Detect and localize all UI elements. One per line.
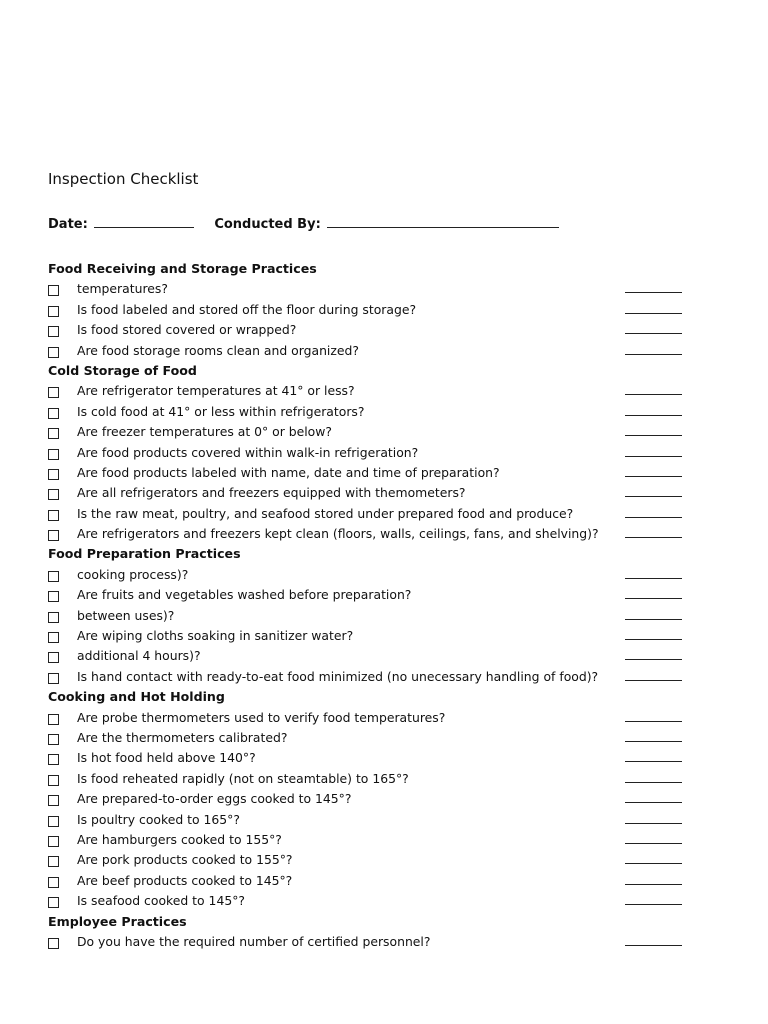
item-checkbox[interactable] (48, 714, 59, 725)
question-text: Is hand contact with ready-to-eat food minimized (no unecessary handling of food)? (77, 668, 599, 684)
question-text: Is food reheated rapidly (not on steamtable) to 165°? (77, 770, 409, 786)
checklist-item (48, 504, 688, 524)
question-text: Are all refrigerators and freezers equipped with themometers? (77, 485, 466, 501)
item-checkbox[interactable] (48, 836, 59, 847)
conducted-by-label: Conducted By: (214, 217, 321, 232)
checklist-item (48, 728, 688, 748)
date-label: Date: (48, 217, 88, 232)
answer-line[interactable] (625, 619, 682, 620)
item-checkbox[interactable] (48, 856, 59, 867)
item-checkbox[interactable] (48, 652, 59, 663)
question-text: Is poultry cooked to 165°? (77, 811, 240, 827)
answer-line[interactable] (625, 721, 682, 722)
question-text: temperatures? (77, 281, 168, 297)
item-checkbox[interactable] (48, 387, 59, 398)
checklist-item (48, 279, 688, 299)
answer-line[interactable] (625, 761, 682, 762)
question-text: Is seafood cooked to 145°? (77, 893, 245, 909)
checklist-item (48, 422, 688, 442)
item-checkbox[interactable] (48, 754, 59, 765)
answer-line[interactable] (625, 517, 682, 518)
question-text: between uses)? (77, 607, 175, 623)
question-text: Is cold food at 41° or less within refrigerators? (77, 403, 365, 419)
answer-line[interactable] (625, 680, 682, 681)
section-heading: Food Receiving and Storage Practices (48, 261, 317, 276)
question-text: Are food products covered within walk-in refrigeration? (77, 444, 419, 460)
checklist-item (48, 810, 688, 830)
question-text: Are beef products cooked to 145°? (77, 872, 293, 888)
answer-line[interactable] (625, 863, 682, 864)
answer-line[interactable] (625, 741, 682, 742)
checklist-item (48, 483, 688, 503)
item-checkbox[interactable] (48, 816, 59, 827)
question-text: Are food storage rooms clean and organized? (77, 342, 359, 358)
item-checkbox[interactable] (48, 489, 59, 500)
question-text: Are freezer temperatures at 0° or below? (77, 424, 332, 440)
item-checkbox[interactable] (48, 571, 59, 582)
question-text: Are wiping cloths soaking in sanitizer water? (77, 628, 354, 644)
answer-line[interactable] (625, 313, 682, 314)
checklist-item (48, 708, 688, 728)
question-text: Are fruits and vegetables washed before preparation? (77, 587, 412, 603)
checklist-item (48, 381, 688, 401)
item-checkbox[interactable] (48, 469, 59, 480)
checklist-item (48, 606, 688, 626)
answer-line[interactable] (625, 823, 682, 824)
checklist-item (48, 667, 688, 687)
clipped-text-fragment (77, 592, 637, 598)
checklist-item (48, 320, 688, 340)
clipped-text-fragment (77, 632, 637, 638)
answer-line[interactable] (625, 394, 682, 395)
item-checkbox[interactable] (48, 306, 59, 317)
item-checkbox[interactable] (48, 428, 59, 439)
answer-line[interactable] (625, 354, 682, 355)
section-heading: Cold Storage of Food (48, 362, 197, 378)
date-field[interactable] (94, 214, 194, 228)
answer-line[interactable] (625, 782, 682, 783)
answer-line[interactable] (625, 884, 682, 885)
item-checkbox[interactable] (48, 938, 59, 949)
checklist (48, 259, 688, 952)
clipped-text-fragment (77, 265, 637, 271)
checklist-item (48, 932, 688, 952)
question-text: Are pork products cooked to 155°? (77, 852, 293, 868)
answer-line[interactable] (625, 802, 682, 803)
checklist-item (48, 646, 688, 666)
header-fields (48, 214, 559, 232)
question-text: Is food labeled and stored off the floor during storage? (77, 301, 417, 317)
question-text: Is food stored covered or wrapped? (77, 322, 297, 338)
answer-line[interactable] (625, 292, 682, 293)
item-checkbox[interactable] (48, 347, 59, 358)
question-text: Are refrigerator temperatures at 41° or less? (77, 383, 355, 399)
checklist-item (48, 443, 688, 463)
checklist-item (48, 769, 688, 789)
checklist-item (48, 891, 688, 911)
answer-line[interactable] (625, 598, 682, 599)
item-checkbox[interactable] (48, 632, 59, 643)
checklist-item (48, 300, 688, 320)
item-checkbox[interactable] (48, 449, 59, 460)
answer-line[interactable] (625, 476, 682, 477)
item-checkbox[interactable] (48, 510, 59, 521)
answer-line[interactable] (625, 435, 682, 436)
answer-line[interactable] (625, 537, 682, 538)
clipped-text-fragment (77, 551, 637, 557)
item-checkbox[interactable] (48, 877, 59, 888)
item-checkbox[interactable] (48, 775, 59, 786)
question-text: Is hot food held above 140°? (77, 750, 256, 766)
answer-line[interactable] (625, 333, 682, 334)
section-heading: Employee Practices (48, 913, 187, 929)
question-text: Are the thermometers calibrated? (77, 729, 288, 745)
item-checkbox[interactable] (48, 673, 59, 684)
checklist-item (48, 402, 688, 422)
section-heading: Cooking and Hot Holding (48, 689, 225, 705)
answer-line[interactable] (625, 578, 682, 579)
answer-line[interactable] (625, 639, 682, 640)
checklist-item (48, 748, 688, 768)
item-checkbox[interactable] (48, 612, 59, 623)
question-text: cooking process)? (77, 566, 189, 582)
checklist-item (48, 524, 688, 544)
question-text: Are probe thermometers used to verify food temperatures? (77, 709, 446, 725)
conducted-by-field[interactable] (327, 214, 559, 228)
question-text: Are food products labeled with name, date and time of preparation? (77, 464, 500, 480)
answer-line[interactable] (625, 456, 682, 457)
question-text: Are refrigerators and freezers kept clean (floors, walls, ceilings, fans, and shelving)? (77, 526, 599, 542)
answer-line[interactable] (625, 904, 682, 905)
answer-line[interactable] (625, 496, 682, 497)
item-checkbox[interactable] (48, 326, 59, 337)
checklist-item (48, 341, 688, 361)
page-title: Inspection Checklist (48, 170, 199, 188)
checklist-item (48, 463, 688, 483)
item-checkbox[interactable] (48, 408, 59, 419)
item-checkbox[interactable] (48, 530, 59, 541)
section-heading: Food Preparation Practices (48, 546, 241, 562)
question-text: Are prepared-to-order eggs cooked to 145°? (77, 791, 352, 807)
answer-line[interactable] (625, 843, 682, 844)
item-checkbox[interactable] (48, 591, 59, 602)
question-text: Is the raw meat, poultry, and seafood stored under prepared food and produce? (77, 505, 574, 521)
answer-line[interactable] (625, 415, 682, 416)
answer-line[interactable] (625, 659, 682, 660)
item-checkbox[interactable] (48, 285, 59, 296)
item-checkbox[interactable] (48, 897, 59, 908)
checklist-item (48, 871, 688, 891)
checklist-item (48, 830, 688, 850)
item-checkbox[interactable] (48, 734, 59, 745)
question-text: Do you have the required number of certified personnel? (77, 933, 431, 949)
question-text: Are hamburgers cooked to 155°? (77, 831, 282, 847)
checklist-item (48, 850, 688, 870)
checklist-item (48, 789, 688, 809)
question-text: additional 4 hours)? (77, 648, 201, 664)
checklist-item (48, 565, 688, 585)
answer-line[interactable] (625, 945, 682, 946)
item-checkbox[interactable] (48, 795, 59, 806)
